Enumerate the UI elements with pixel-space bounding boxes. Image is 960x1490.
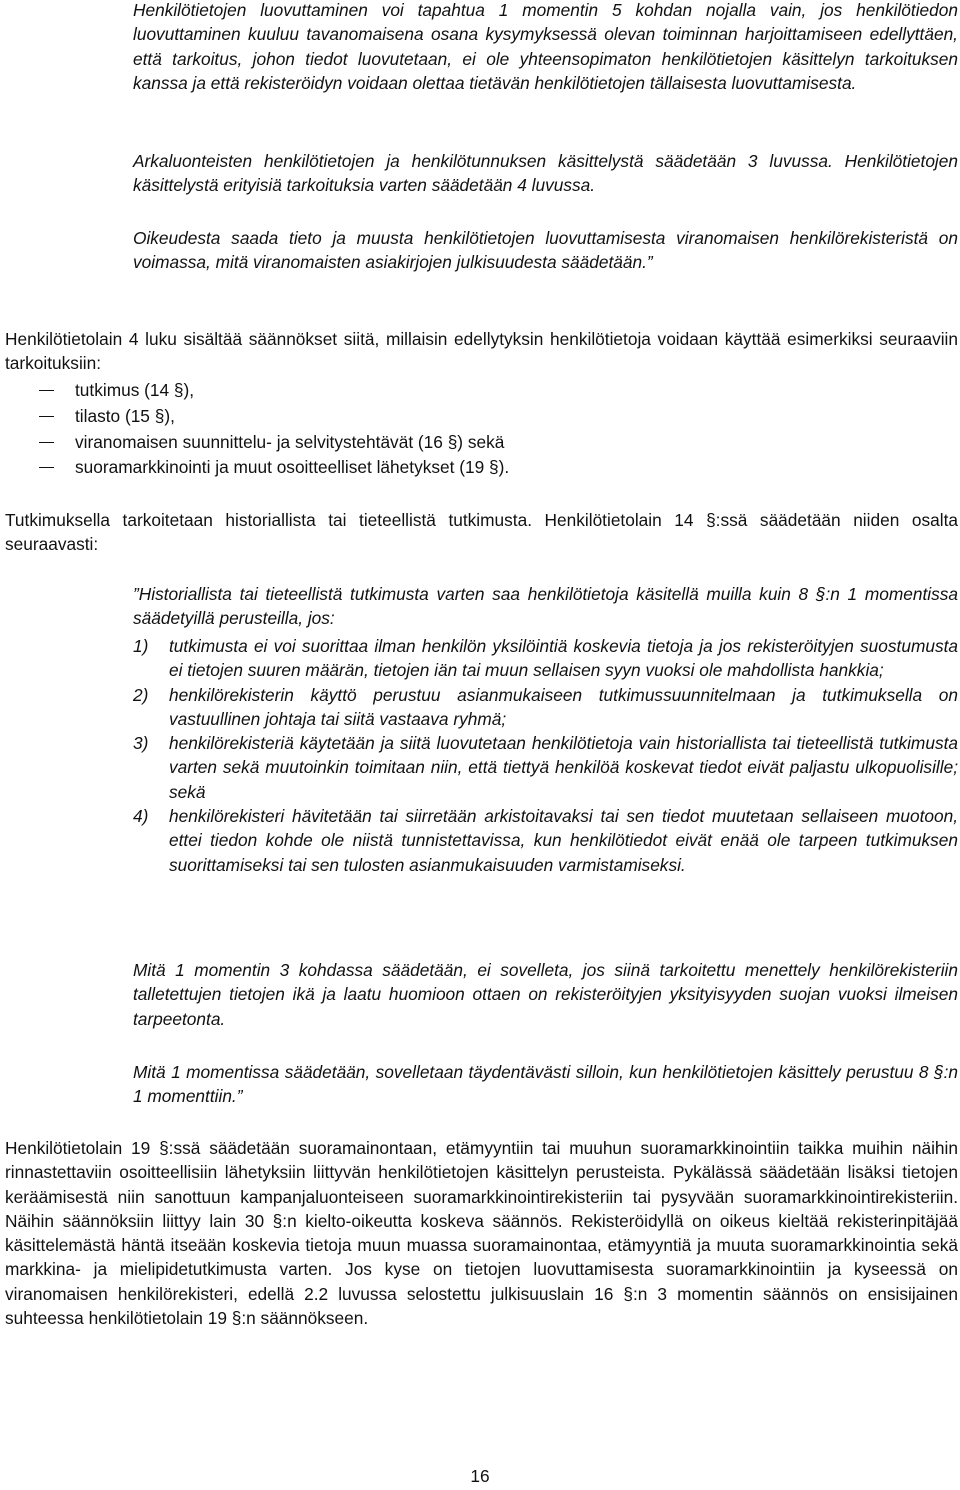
list-item: 4) henkilörekisteri hävitetään tai siirretään arkistoitavaksi tai sen tiedot muutetaan sellaiseen muotoon, ettei tiedon kohde ole niistä tunnistettavissa, kun henkilötiedot eivät enää ole tarpeen tutkimuksen suorittamiseksi tai sen tulosten asianmukaisuuden varmistamiseksi. — [133, 806, 958, 875]
paragraph-research-definition: Tutkimuksella tarkoitetaan historiallista tai tieteellistä tutkimusta. Henkilötietolain 14 §:ssä säädetään niiden osalta seuraavasti: — [5, 510, 958, 555]
conditions-list — [133, 634, 958, 877]
list-item: 1) tutkimusta ei voi suorittaa ilman henkilön yksilöintiä koskevia tietoja ja jos rekisteröityjen suostumusta ei tietojen suuren määrän, tietojen iän tai muun sellaisen syyn vuoksi ole mahdollista hankkia; — [133, 636, 958, 681]
quote-intro: ”Historiallista tai tieteellistä tutkimusta varten saa henkilötietoja käsitellä muilla kuin 8 §:n 1 momentissa säädetyillä perusteilla, jos: — [133, 584, 958, 629]
dash-bullet-icon — [39, 442, 54, 443]
quoted-paragraph-supplementary: Mitä 1 momentissa säädetään, sovelletaan täydentävästi silloin, kun henkilötietojen käsittely perustuu 8 §:n 1 momenttiin.” — [133, 1062, 958, 1107]
dash-bullet-icon — [39, 390, 54, 391]
quoted-paragraph-exception: Mitä 1 momentin 3 kohdassa säädetään, ei sovelleta, jos siinä tarkoitettu menettely henkilörekisteriin talletettujen tietojen ikä ja laatu huomioon ottaen on rekisteröityjen yksityisyyden suojan vuoksi ilmeisen tarpeetonta. — [133, 960, 958, 1029]
list-item: suoramarkkinointi ja muut osoitteelliset lähetykset (19 §). — [5, 455, 509, 481]
list-item: tilasto (15 §), — [5, 404, 509, 430]
purposes-list — [5, 378, 509, 481]
dash-bullet-icon — [39, 416, 54, 417]
quoted-paragraph-disclosure: Henkilötietojen luovuttaminen voi tapahtua 1 momentin 5 kohdan nojalla vain, jos henkilötiedon luovuttaminen kuuluu tavanomaisena osana kysymyksessä olevan toiminnan harjoittamiseen edellyttäen, että tarkoitus, johon tiedot luovutetaan, ei ole yhteensopimaton henkilötietojen käsittelyn tarkoituksen kanssa ja että rekisteröidyn voidaan olettaa tietävän henkilötietojen tällaisesta luovuttamisesta. — [133, 0, 958, 93]
list-item: tutkimus (14 §), — [5, 378, 509, 404]
page-number: 16 — [470, 1466, 490, 1486]
quoted-paragraph-right-to-information: Oikeudesta saada tieto ja muusta henkilötietojen luovuttamisesta viranomaisen henkilörekisteristä on voimassa, mitä viranomaisten asiakirjojen julkisuudesta säädetään.” — [133, 228, 958, 273]
list-item: 2) henkilörekisterin käyttö perustuu asianmukaiseen tutkimussuunnitelmaan ja tutkimuksella on vastuullinen johtaja tai siitä vastaava ryhmä; — [133, 684, 958, 729]
paragraph-chapter-4: Henkilötietolain 4 luku sisältää säännökset siitä, millaisin edellytyksin henkilötietoja voidaan käyttää esimerkiksi seuraaviin tarkoituksiin: — [5, 329, 958, 374]
list-item: 3) henkilörekisteriä käytetään ja siitä luovutetaan henkilötietoja vain historiallista tai tieteellistä tutkimusta varten sekä muutoinkin toimitaan niin, että tiettyä henkilöä koskevat tiedot eivät paljastu ulkopuolisille; sekä — [133, 733, 958, 802]
paragraph-direct-marketing: Henkilötietolain 19 §:ssä säädetään suoramainontaan, etämyyntiin tai muuhun suoramarkkinointiin taikka muihin näihin rinnastettaviin osoitteellisiin lähetyksiin liittyvän henkilötietojen käsittelyn perusteista. Pykälässä säädetään lisäksi tietojen keräämisestä niin sanottuun kampanjaluonteiseen suoramarkkinointirekisteriin tai pysyvään suoramarkkinointirekisteriin. Näihin säännöksiin liittyy lain 30 §:n kielto-oikeutta koskeva säännös. Rekisteröidyllä on oikeus kieltää rekisterinpitäjää käsittelemästä häntä itseään koskevia tietoja muun muassa suoramainontaa, etämyyntiä ja muuta suoramarkkinointia sekä markkina- ja mielipidetutkimusta varten. Jos kyse on tietojen luovuttamisesta suoramarkkinointiin ja kyseessä on viranomaisen henkilörekisteri, edellä 2.2 luvussa selostettu julkisuuslain 16 §:n 3 momentin säännös on ensisijainen suhteessa henkilötietolain 19 §:n säännökseen. — [5, 1138, 958, 1329]
dash-bullet-icon — [39, 467, 54, 468]
list-item: viranomaisen suunnittelu- ja selvitystehtävät (16 §) sekä — [5, 430, 509, 456]
quoted-paragraph-sensitive-data: Arkaluonteisten henkilötietojen ja henkilötunnuksen käsittelystä säädetään 3 luvussa. Henkilötietojen käsittelystä erityisiä tarkoituksia varten säädetään 4 luvussa. — [133, 151, 958, 196]
